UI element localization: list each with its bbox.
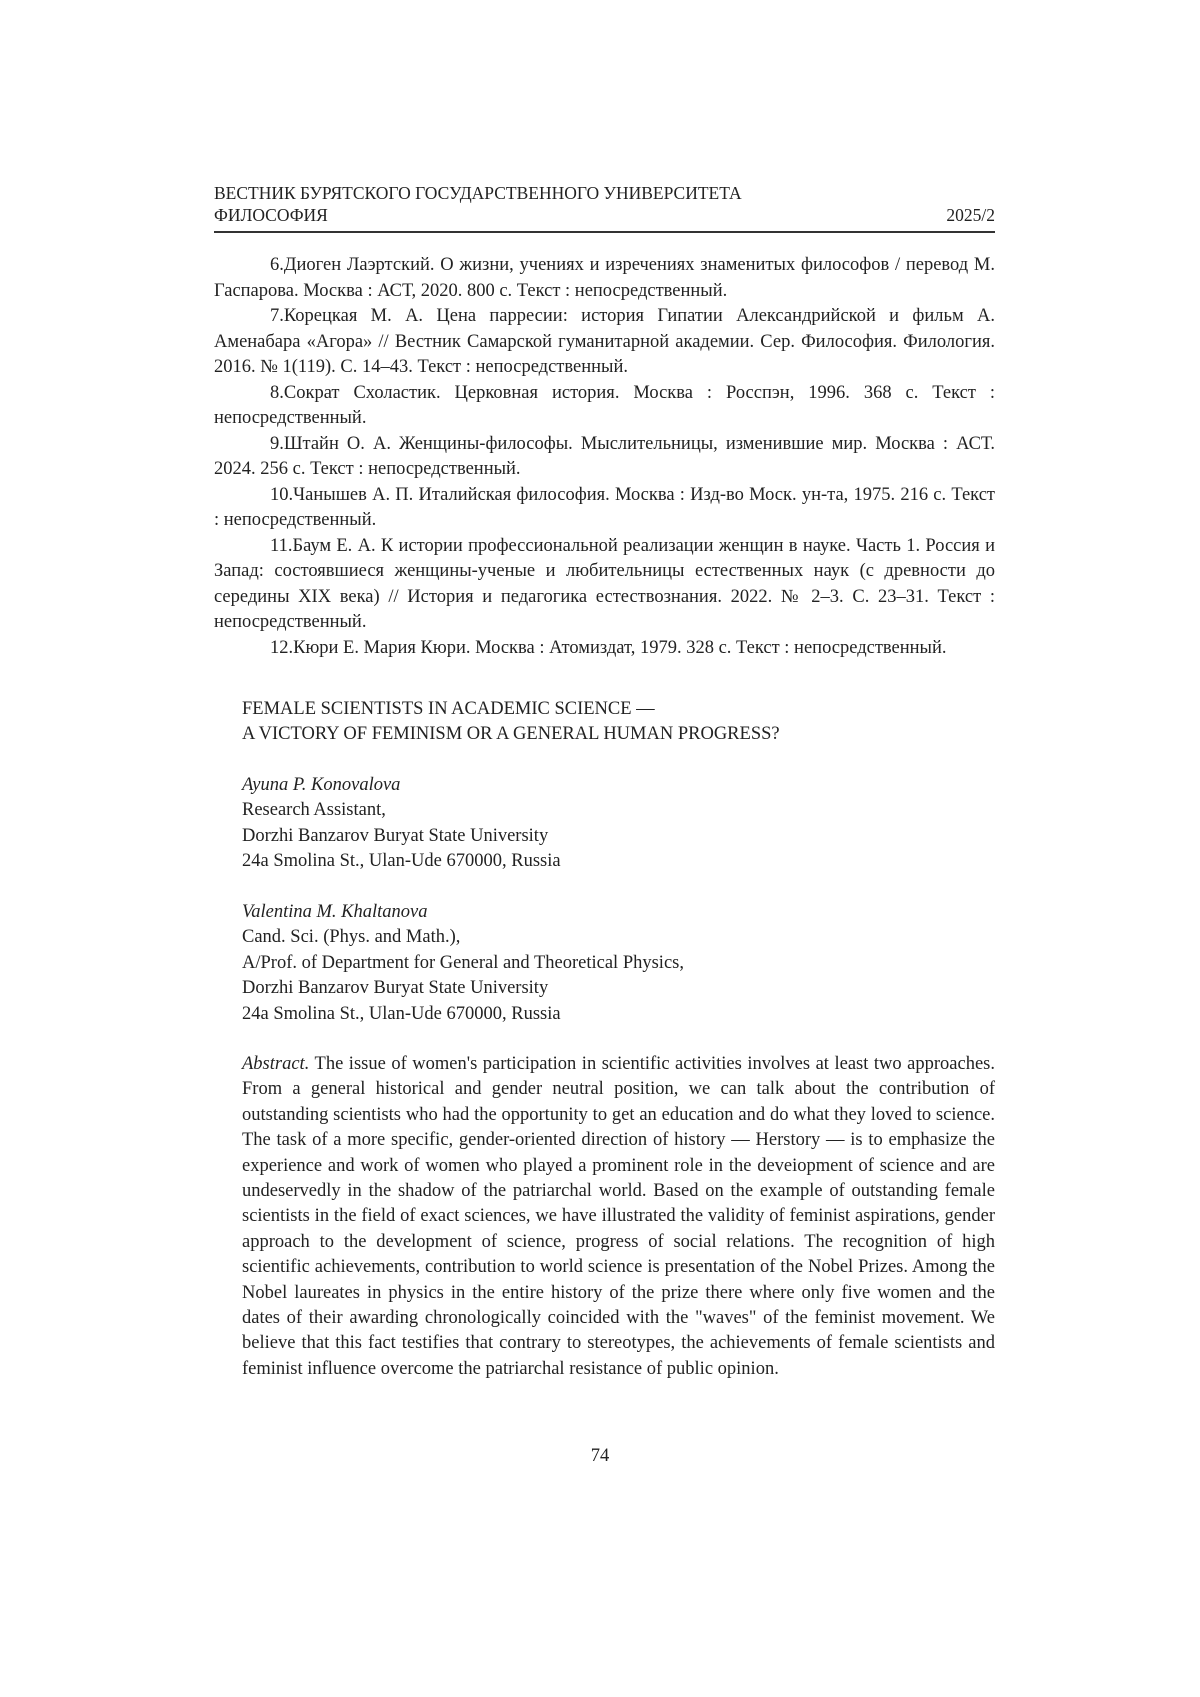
reference-item: 8.Сократ Схоластик. Церковная история. Москва : Росспэн, 1996. 368 с. Текст : непосредственный. xyxy=(214,381,995,432)
header-rule xyxy=(214,231,995,233)
author-name: Valentina M. Khaltanova xyxy=(242,900,995,925)
author-block: Valentina M. Khaltanova Cand. Sci. (Phys. and Math.), A/Prof. of Department for General and Theoretical Physics, Dorzhi Banzarov Buryat State University 24a Smolina St., Ulan-Ude 670000, Russia xyxy=(242,900,995,1027)
section-name: ФИЛОСОФИЯ xyxy=(214,204,328,226)
reference-item: 6.Диоген Лаэртский. О жизни, учениях и изречениях знаменитых философов / перевод М. Гаспарова. Москва : АСТ, 2020. 800 с. Текст : непосредственный. xyxy=(214,253,995,304)
article-title: FEMALE SCIENTISTS IN ACADEMIC SCIENCE — A VICTORY OF FEMINISM OR A GENERAL HUMAN PROGRESS? xyxy=(242,697,995,748)
reference-item: 7.Корецкая М. А. Цена парресии: история Гипатии Александрийской и фильм А. Аменабара «Агора» // Вестник Самарской гуманитарной академии. Сер. Философия. Филология. 2016. № 1(119). С. 14–43. Текст : непосредственный. xyxy=(214,304,995,381)
reference-item: 10.Чанышев А. П. Италийская философия. Москва : Изд-во Моск. ун-та, 1975. 216 с. Текст : непосредственный. xyxy=(214,483,995,534)
author-name: Ayuna P. Konovalova xyxy=(242,773,995,798)
reference-item: 9.Штайн О. А. Женщины-философы. Мыслительницы, изменившие мир. Москва : АСТ. 2024. 256 с. Текст : непосредственный. xyxy=(214,432,995,483)
abstract-text: The issue of women's participation in scientific activities involves at least two approaches. From a general historical and gender neutral position, we can talk about the contribution of outstanding scientists who had the opportunity to get an education and do what they loved to science. The task of a more specific, gender-oriented direction of history — Herstory — is to emphasize the experience and work of women who played a prominent role in the deveiopment of science and are undeservedly in the shadow of the patriarchal world. Based on the example of outstanding female scientists in the field of exact sciences, we have illustrated the validity of feminist aspirations, gender approach to the development of science, progress of social relations. The recognition of high scientific achievements, contribution to world science is presentation of the Nobel Prizes. Among the Nobel laureates in physics in the entire history of the prize there where only five women and the dates of their awarding chronologically coincided with the "waves" of the feminist movement. We believe that this fact testifies that contrary to stereotypes, the achievements of female scientists and feminist influence overcome the patriarchal resistance of public opinion. xyxy=(242,1054,995,1379)
reference-list xyxy=(214,253,995,661)
reference-item: 11.Баум Е. А. К истории профессиональной реализации женщин в науке. Часть 1. Россия и Запад: состоявшиеся женщины-ученые и любительницы естественных наук (с древности до середины XIX века) // История и педагогика естествознания. 2022. № 2–3. С. 23–31. Текст : непосредственный. xyxy=(214,534,995,636)
abstract-label: Abstract. xyxy=(242,1054,309,1074)
issue-number: 2025/2 xyxy=(946,204,995,226)
abstract xyxy=(242,1052,995,1382)
journal-name: ВЕСТНИК БУРЯТСКОГО ГОСУДАРСТВЕННОГО УНИВЕРСИТЕТА xyxy=(214,182,995,204)
reference-item: 12.Кюри Е. Мария Кюри. Москва : Атомиздат, 1979. 328 с. Текст : непосредственный. xyxy=(214,636,995,662)
author-block: Ayuna P. Konovalova Research Assistant, Dorzhi Banzarov Buryat State University 24a Smolina St., Ulan-Ude 670000, Russia xyxy=(242,773,995,875)
running-header xyxy=(214,182,995,226)
page-number: 74 xyxy=(0,1446,1200,1467)
